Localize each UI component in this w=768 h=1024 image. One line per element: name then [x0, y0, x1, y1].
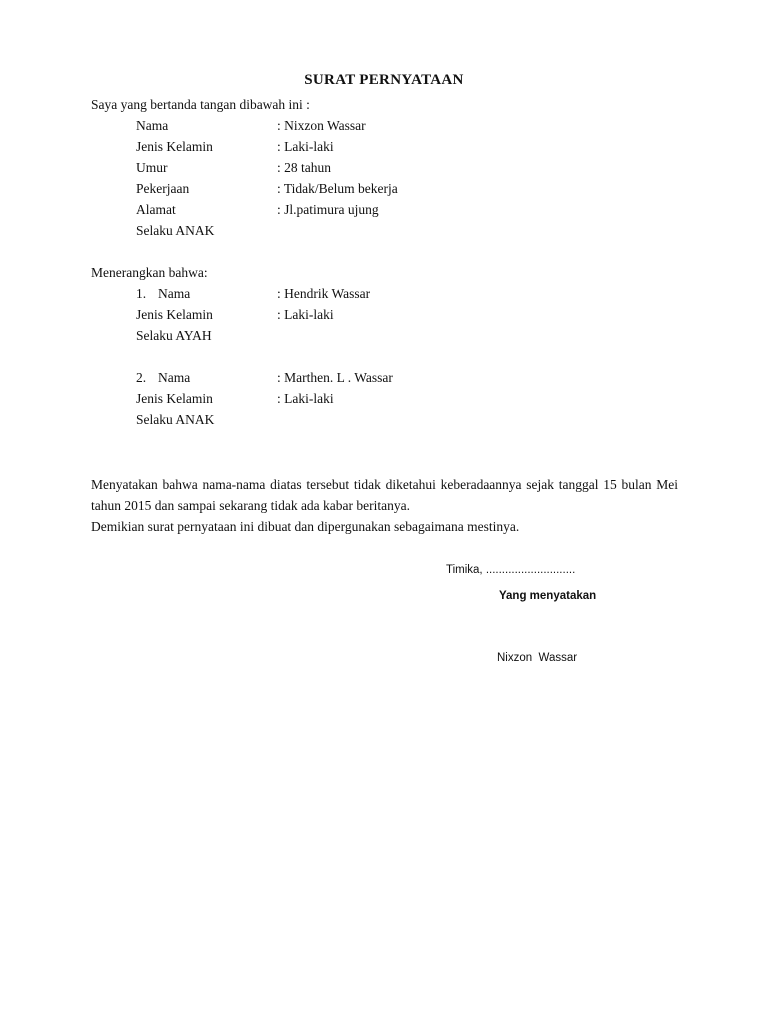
person-number: 1. — [136, 286, 147, 301]
field-label: Nama — [136, 118, 169, 133]
letter-title: SURAT PERNYATAAN — [304, 72, 464, 88]
person-name-label: Nama — [158, 286, 191, 301]
person-number: 2. — [136, 370, 147, 385]
field-value: : 28 tahun — [277, 160, 331, 175]
signatory-title: Yang menyatakan — [499, 590, 597, 602]
intro-text: Saya yang bertanda tangan dibawah ini : — [91, 97, 310, 112]
person-name-value: : Marthen. L . Wassar — [277, 370, 393, 385]
field-value: : Tidak/Belum bekerja — [277, 181, 398, 196]
field-label: Umur — [136, 160, 168, 175]
person-1-role: Selaku AYAH — [136, 328, 212, 343]
closing-text: Demikian surat pernyataan ini dibuat dan dipergunakan sebagaimana mestinya. — [91, 519, 520, 534]
field-value: : Nixzon Wassar — [277, 118, 366, 133]
person-gender-value: : Laki-laki — [277, 307, 334, 322]
person-name-label-wrap — [136, 285, 190, 303]
explains-text: Menerangkan bahwa: — [91, 265, 208, 280]
person-2-role: Selaku ANAK — [136, 412, 215, 427]
person-name-label-wrap — [136, 369, 190, 387]
field-value: : Laki-laki — [277, 139, 334, 154]
field-label: Jenis Kelamin — [136, 139, 213, 154]
field-value: : Jl.patimura ujung — [277, 202, 379, 217]
person-gender-label: Jenis Kelamin — [136, 307, 213, 322]
person-name-value: : Hendrik Wassar — [277, 286, 371, 301]
person-gender-value: : Laki-laki — [277, 391, 334, 406]
declarant-role: Selaku ANAK — [136, 223, 215, 238]
person-gender-label: Jenis Kelamin — [136, 391, 213, 406]
place-date: Timika, ............................ — [446, 564, 576, 576]
statement-block — [91, 474, 678, 537]
statement-text: Menyatakan bahwa nama-nama diatas tersebut tidak diketahui keberadaannya sejak tanggal 15 bulan Mei tahun 2015 dan sampai sekarang tidak ada kabar beritanya. — [91, 477, 678, 513]
signatory-name: Nixzon Wassar — [497, 652, 578, 664]
field-label: Pekerjaan — [136, 181, 190, 196]
field-label: Alamat — [136, 202, 176, 217]
person-name-label: Nama — [158, 370, 191, 385]
